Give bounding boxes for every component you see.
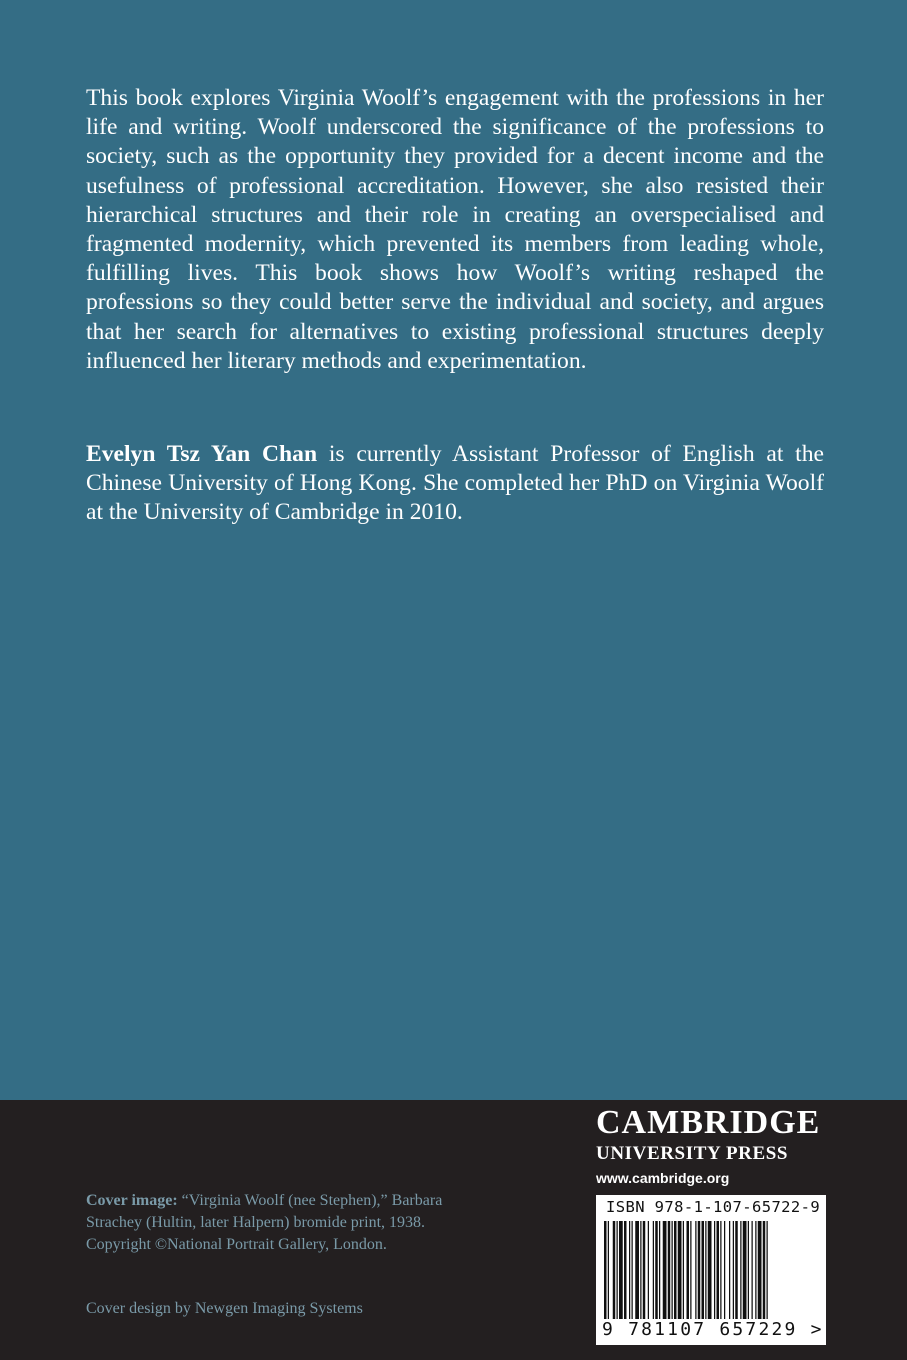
barcode-bar: [720, 1221, 721, 1319]
barcode-bar: [695, 1221, 696, 1319]
barcode-bar: [748, 1221, 749, 1319]
publisher-subtitle: UNIVERSITY PRESS: [596, 1143, 789, 1164]
barcode-bar: [683, 1221, 684, 1319]
barcode-bar: [668, 1221, 671, 1319]
barcode-bar: [735, 1221, 738, 1319]
cover-design-credit: Cover design by Newgen Imaging Systems: [86, 1300, 363, 1317]
publisher-name: CAMBRIDGE: [596, 1104, 821, 1141]
publisher-url[interactable]: www.cambridge.org: [596, 1170, 730, 1186]
barcode-bar: [648, 1221, 649, 1319]
barcode-bar: [635, 1221, 639, 1319]
barcode-bar: [690, 1221, 691, 1319]
cover-image-credit-text: “Virginia Woolf (nee Stephen),” Barbara Strachey (Hultin, later Halpern) bromide print, 1938. Copyright ©National Portrait Gallery, London.: [86, 1192, 443, 1253]
barcode-bar: [619, 1221, 623, 1319]
author-bio-text: is currently Assistant Professor of English at the Chinese University of Hong Kong. She completed her PhD on Virginia Woolf at the University of Cambridge in 2010.: [86, 441, 824, 526]
barcode-icon: [604, 1221, 818, 1319]
barcode-panel: [596, 1195, 826, 1345]
barcode-bar: [608, 1221, 609, 1319]
barcode-bar: [755, 1221, 756, 1319]
barcode-bar: [629, 1221, 630, 1319]
barcode-bar: [655, 1221, 658, 1319]
barcode-bar: [624, 1221, 627, 1319]
barcode-bar: [698, 1221, 701, 1319]
barcode-bar: [758, 1221, 762, 1319]
cover-image-label: Cover image:: [86, 1192, 178, 1209]
barcode-bar: [724, 1221, 725, 1319]
barcode-bar: [674, 1221, 677, 1319]
barcode-bar: [733, 1221, 734, 1319]
barcode-bar: [640, 1221, 641, 1319]
barcode-bar: [714, 1221, 715, 1319]
barcode-bar: [687, 1221, 690, 1319]
barcode-bar: [717, 1221, 720, 1319]
barcode-bar: [663, 1221, 667, 1319]
publisher-logo: [596, 1104, 826, 1188]
barcode-bar: [729, 1221, 730, 1319]
barcode-bar: [763, 1221, 766, 1319]
barcode-bar: [672, 1221, 673, 1319]
barcode-bar: [752, 1221, 753, 1319]
barcode-bar: [613, 1221, 616, 1319]
barcode-bar: [604, 1221, 607, 1319]
barcode-bar: [767, 1221, 768, 1319]
barcode-bar: [617, 1221, 618, 1319]
isbn-label: ISBN 978-1-107-65722-9: [606, 1198, 821, 1216]
barcode-bar: [708, 1221, 712, 1319]
author-bio: [86, 440, 824, 528]
barcode-bar: [740, 1221, 741, 1319]
barcode-bar: [678, 1221, 682, 1319]
barcode-bar: [702, 1221, 705, 1319]
cover-image-credit: [86, 1190, 486, 1256]
book-description: This book explores Virginia Woolf’s engagement with the professions in her life and writing. Woolf underscored the significance of the professions to society, such as the opportunity they provided for a decent income and the usefulness of professional accreditation. However, she also resisted their hierarchical structures and their role in creating an overspecialised and fragmented modernity, which prevented its members from leading whole, fulfilling lives. This book shows how Woolf’s writing reshaped the professions so they could better serve the individual and society, and argues that her search for alternatives to existing professional structures deeply influenced her literary methods and experimentation.: [86, 85, 824, 374]
barcode-bar: [705, 1221, 706, 1319]
author-name: Evelyn Tsz Yan Chan: [86, 441, 318, 467]
barcode-bar: [743, 1221, 747, 1319]
barcode-bar: [632, 1221, 633, 1319]
barcode-bar: [659, 1221, 660, 1319]
ean-digits: 9 781107 657229 >: [602, 1319, 824, 1340]
barcode-bar: [643, 1221, 646, 1319]
barcode-bar: [653, 1221, 654, 1319]
